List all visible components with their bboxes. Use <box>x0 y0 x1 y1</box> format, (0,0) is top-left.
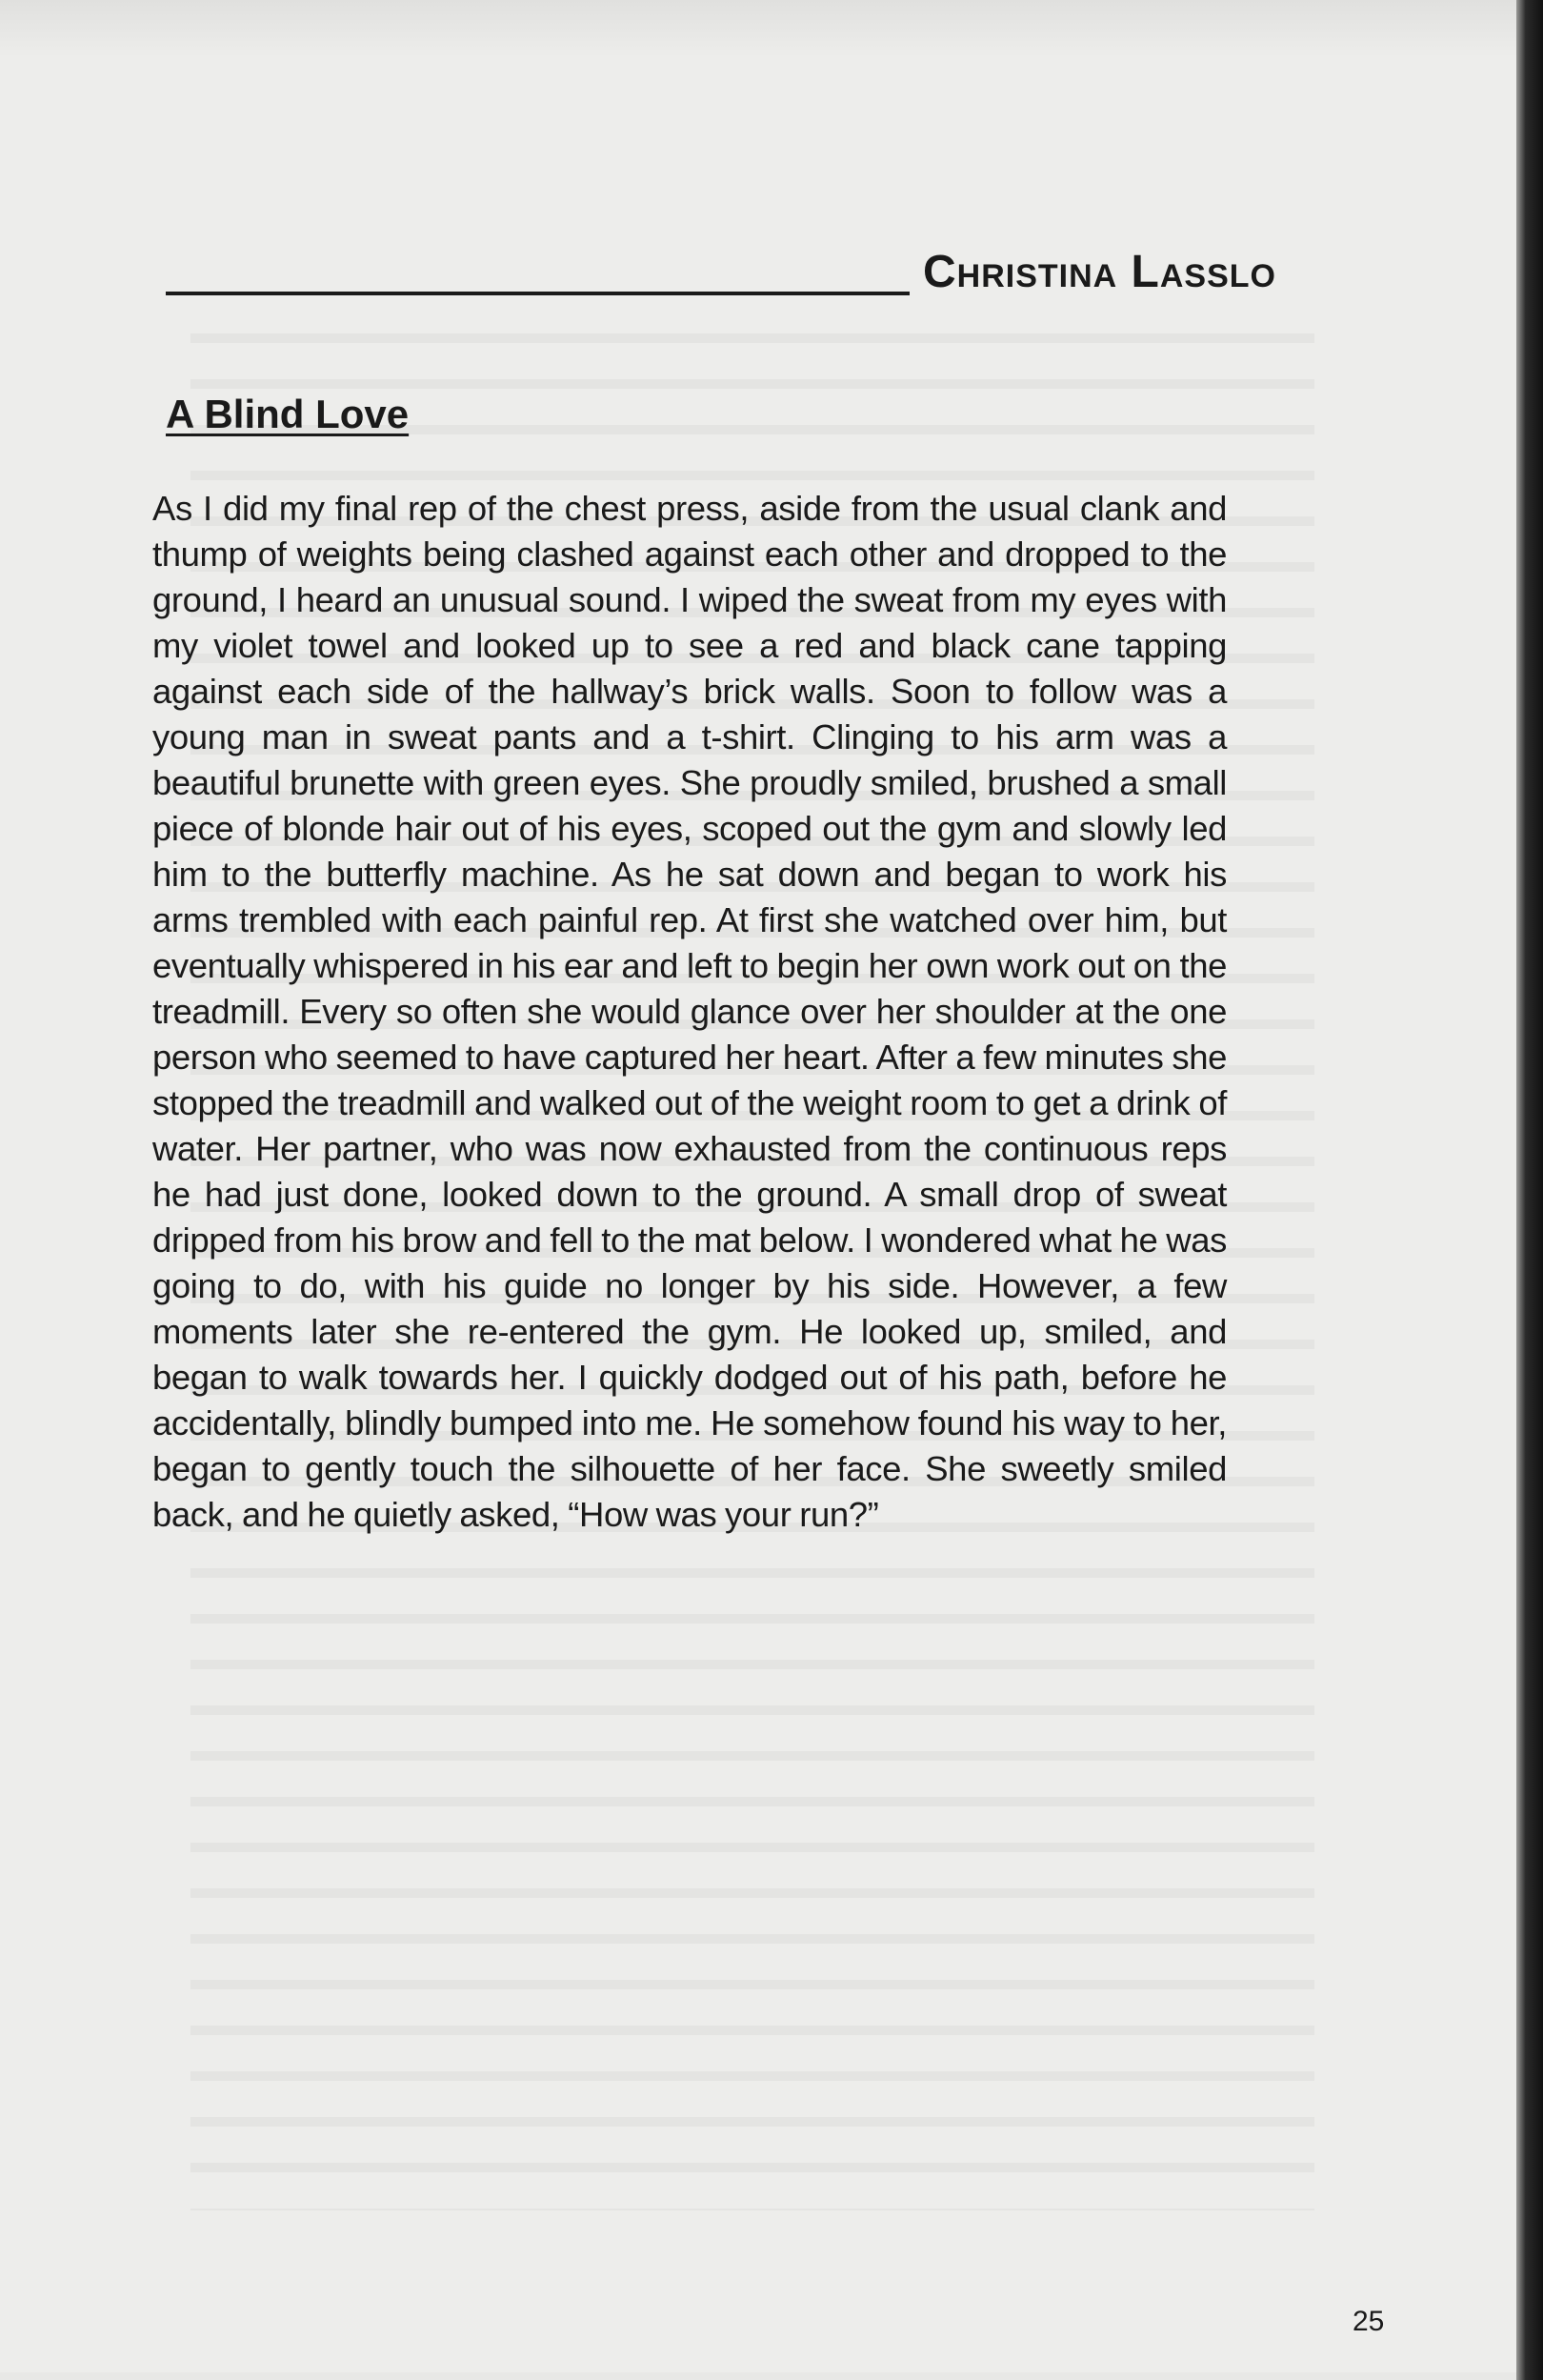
story-body: As I did my final rep of the chest press, aside from the usual clank and thump of weights being clashed against each other and dropped to the ground, I heard an unusual sound. I wiped the sweat from my eyes with my violet towel and looked up to see a red and black cane tapping against each side of the hallway’s brick walls. Soon to follow was a young man in sweat pants and a t-shirt. Clinging to his arm was a beautiful brunette with green eyes. She proudly smiled, brushed a small piece of blonde hair out of his eyes, scoped out the gym and slowly led him to the butterfly machine. As he sat down and began to work his arms trembled with each painful rep. At first she watched over him, but eventually whispered in his ear and left to begin her own work out on the treadmill. Every so often she would glance over her shoulder at the one person who seemed to have captured her heart. After a few minutes she stopped the treadmill and walked out of the weight room to get a drink of water. Her partner, who was now exhausted from the continuous reps he had just done, looked down to the ground. A small drop of sweat dripped from his brow and fell to the mat below. I wondered what he was going to do, with his guide no longer by his side. However, a few moments later she re-entered the gym. He looked up, smiled, and began to walk towards her. I quickly dodged out of his path, before he accidentally, blindly bumped into me. He somehow found his way to her, began to gently touch the silhouette of her face. She sweetly smiled back, and he quietly asked, “How was your run?” <box>152 489 1227 1534</box>
page-shading <box>0 0 1516 57</box>
page-number: 25 <box>1353 2306 1385 2337</box>
author-name: Christina Lasslo <box>910 250 1276 295</box>
story-title: A Blind Love <box>166 392 410 436</box>
book-spine-edge <box>1516 0 1543 2380</box>
